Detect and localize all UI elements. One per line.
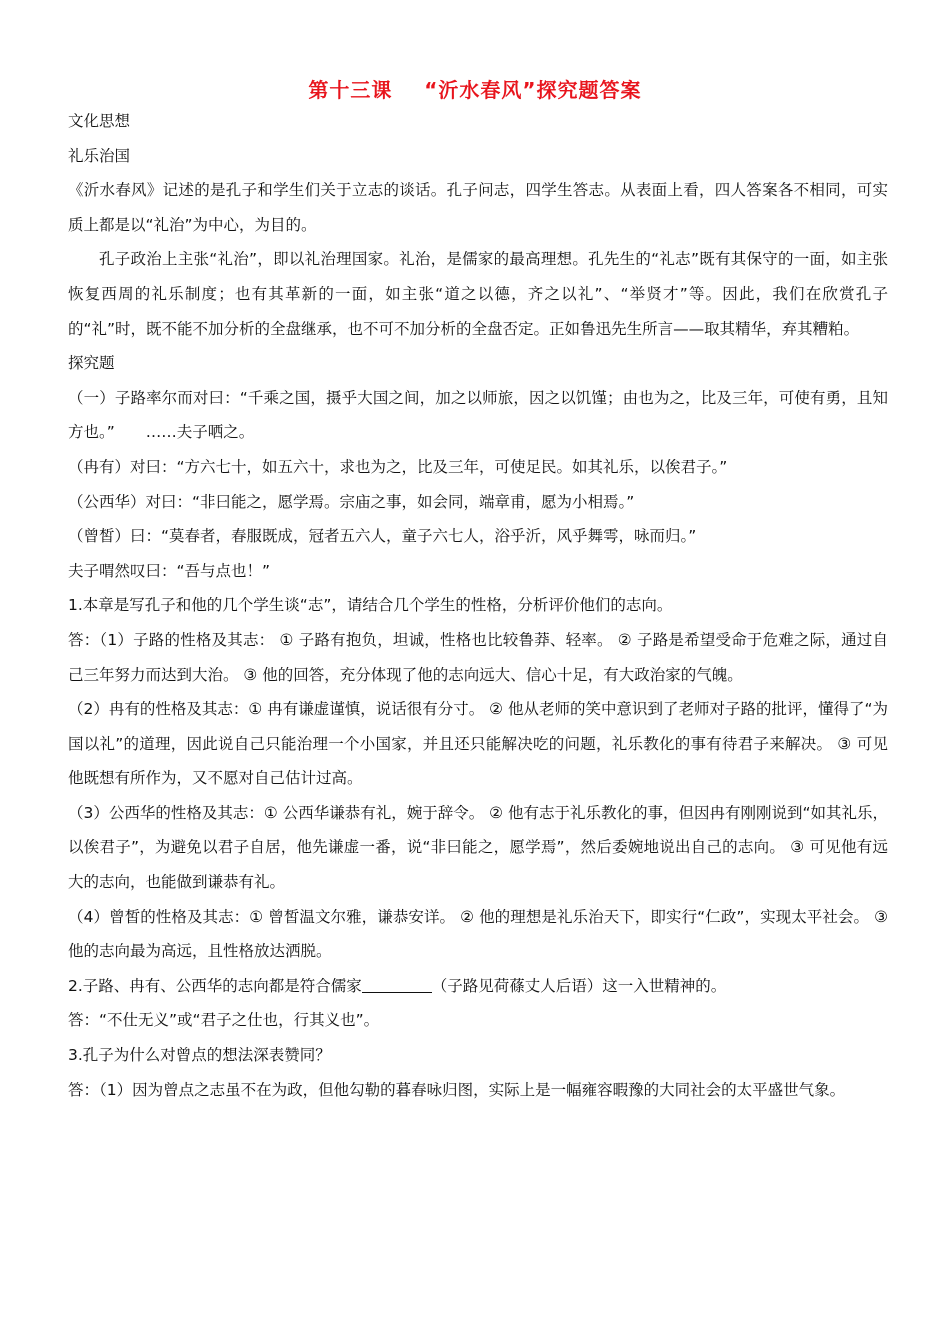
passage-zilu: （一）子路率尔而对曰：“千乘之国，摄乎大国之间，加之以师旅，因之以饥馑；由也为之，比及三年，可使有勇，且知方也。” ……夫子哂之。 [68, 388, 888, 442]
explore-heading: 探究题 [68, 354, 115, 373]
question-2 [68, 969, 888, 1004]
culture-heading: 文化思想 [68, 112, 131, 130]
answer-3: 答：（1）因为曾点之志虽不在为政，但他勾勒的暮春咏归图，实际上是一幅雍容暇豫的大同社会的太平盛世气象。 [68, 1080, 846, 1099]
passage-zengxi: （曾皙）曰：“莫春者，春服既成，冠者五六人，童子六七人，浴乎沂，风乎舞雩，咏而归。” [68, 527, 697, 546]
question-3: 3.孔子为什么对曾点的想法深表赞同？ [68, 1046, 331, 1065]
page-title: 第十三课 “沂水春风”探究题答案 [308, 78, 642, 102]
question-2-before: 2.子路、冉有、公西华的志向都是符合儒家 [68, 976, 362, 995]
document-body [68, 104, 888, 1107]
passage-confucius: 夫子喟然叹曰：“吾与点也！” [68, 561, 271, 580]
fill-in-blank [362, 974, 432, 993]
answer-1-zengxi: （4）曾皙的性格及其志：① 曾皙温文尔雅，谦恭安详。 ② 他的理想是礼乐治天下，即实行“仁政”，实现太平社会。 ③ 他的志向最为高远，且性格放达洒脱。 [68, 907, 888, 961]
analysis-paragraph: 孔子政治上主张“礼治”，即以礼治理国家。礼治，是儒家的最高理想。孔先生的“礼志”既有其保守的一面，如主张恢复西周的礼乐制度；也有其革新的一面，如主张“道之以德，齐之以礼”、“举贤才”等。因此，我们在欣赏孔子的“礼”时，既不能不加分析的全盘继承，也不可不加分析的全盘否定。正如鲁迅先生所言——取其精华，弃其糟粕。 [68, 250, 888, 338]
passage-ranyou: （冉有）对曰：“方六七十，如五六十，求也为之，比及三年，可使足民。如其礼乐，以俟君子。” [68, 457, 728, 476]
intro-paragraph: 《沂水春风》记述的是孔子和学生们关于立志的谈话。孔子问志，四学生答志。从表面上看，四人答案各不相同，可实质上都是以“礼治”为中心，为目的。 [68, 181, 888, 234]
question-1: 1.本章是写孔子和他的几个学生谈“志”，请结合几个学生的性格，分析评价他们的志向。 [68, 596, 673, 615]
answer-2: 答：“不仕无义”或“君子之仕也，行其义也”。 [68, 1011, 380, 1030]
answer-1-ranyou: （2）冉有的性格及其志：① 冉有谦虚谨慎，说话很有分寸。 ② 他从老师的笑中意识到了老师对子路的批评，懂得了“为国以礼”的道理，因此说自己只能治理一个小国家，并且还只能解决吃的问题，礼乐教化的事有待君子来解决。 ③ 可见他既想有所作为，又不愿对自己估计过高。 [68, 700, 888, 788]
passage-gongxihua: （公西华）对曰：“非曰能之，愿学焉。宗庙之事，如会同，端章甫，愿为小相焉。” [68, 492, 635, 511]
answer-1-gongxihua: （3）公西华的性格及其志：① 公西华谦恭有礼，婉于辞令。 ② 他有志于礼乐教化的事，但因冉有刚刚说到“如其礼乐，以俟君子”，为避免以君子自居，他先谦虚一番，说“非曰能之，愿学焉”，然后委婉地说出自己的志向。 ③ 可见他有远大的志向，也能做到谦恭有礼。 [68, 803, 888, 892]
culture-subheading: 礼乐治国 [68, 146, 131, 165]
question-2-after: （子路见荷蓧丈人后语）这一入世精神的。 [431, 976, 727, 995]
answer-1-zilu: 答：（1）子路的性格及其志： ① 子路有抱负，坦诚，性格也比较鲁莽、轻率。 ② 子路是希望受命于危难之际，通过自己三年努力而达到大治。 ③ 他的回答，充分体现了他的志向远大、信心十足，有大政治家的气魄。 [68, 630, 888, 684]
